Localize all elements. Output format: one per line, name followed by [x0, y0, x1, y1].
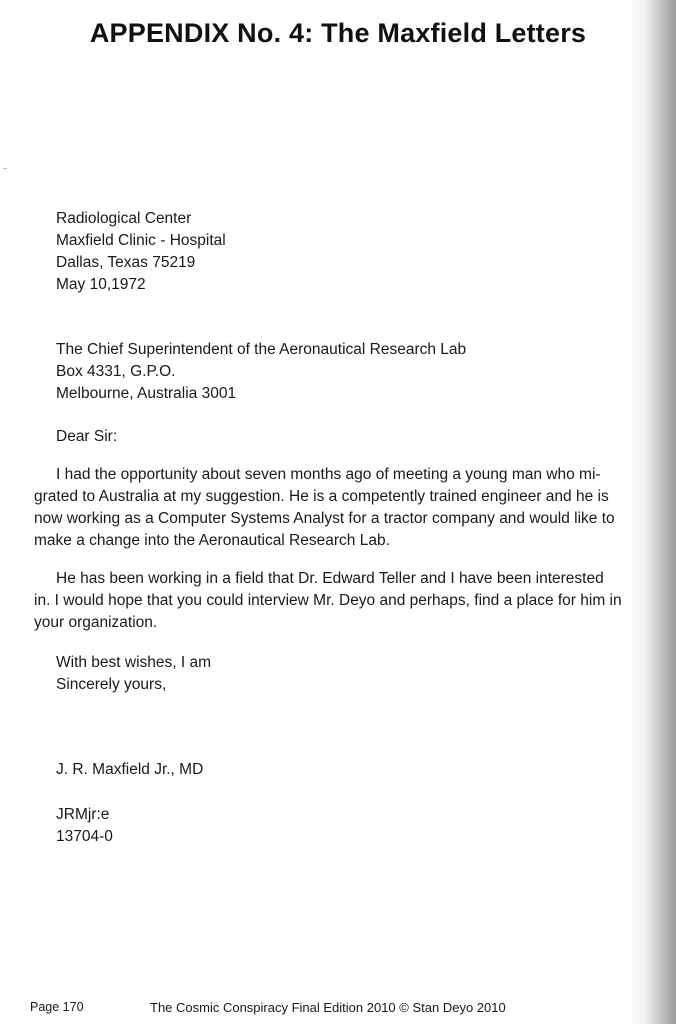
salutation: Dear Sir: — [56, 428, 118, 445]
paragraph-line: I had the opportunity about seven months ago of meeting a young man who mi- — [56, 466, 601, 483]
recipient-line: The Chief Superintendent of the Aeronautical Research Lab — [56, 341, 467, 358]
sender-line: Maxfield Clinic - Hospital — [56, 232, 226, 249]
scan-mark — [3, 168, 7, 169]
letter-closing — [56, 652, 211, 696]
signature-name: J. R. Maxfield Jr., MD — [56, 761, 204, 778]
paragraph-line: He has been working in a field that Dr. Edward Teller and I have been interested — [56, 570, 604, 587]
footer-credit: The Cosmic Conspiracy Final Edition 2010 © Stan Deyo 2010 — [150, 1000, 506, 1015]
paragraph-line: now working as a Computer Systems Analyst for a tractor company and would like to — [34, 510, 615, 527]
body-paragraph-1 — [34, 464, 659, 552]
paragraph-line: grated to Australia at my suggestion. He is a competently trained engineer and he is — [34, 488, 609, 505]
paragraph-line: make a change into the Aeronautical Research Lab. — [34, 532, 390, 549]
sender-address — [56, 208, 226, 296]
closing-line: Sincerely yours, — [56, 676, 167, 693]
paragraph-line: your organization. — [34, 614, 158, 631]
paragraph-line: in. I would hope that you could interview Mr. Deyo and perhaps, find a place for him in — [34, 592, 622, 609]
sender-line: Radiological Center — [56, 210, 192, 227]
page-number: Page 170 — [30, 1000, 84, 1014]
body-paragraph-2 — [34, 568, 659, 634]
recipient-line: Melbourne, Australia 3001 — [56, 385, 237, 402]
recipient-address — [56, 339, 466, 405]
reference-initials — [56, 804, 113, 848]
sender-line: Dallas, Texas 75219 — [56, 254, 196, 271]
recipient-line: Box 4331, G.P.O. — [56, 363, 176, 380]
letter-date: May 10,1972 — [56, 276, 146, 293]
page-title: APPENDIX No. 4: The Maxfield Letters — [89, 18, 587, 48]
reference-line: 13704-0 — [56, 828, 113, 845]
reference-line: JRMjr:e — [56, 806, 110, 823]
closing-line: With best wishes, I am — [56, 654, 212, 671]
